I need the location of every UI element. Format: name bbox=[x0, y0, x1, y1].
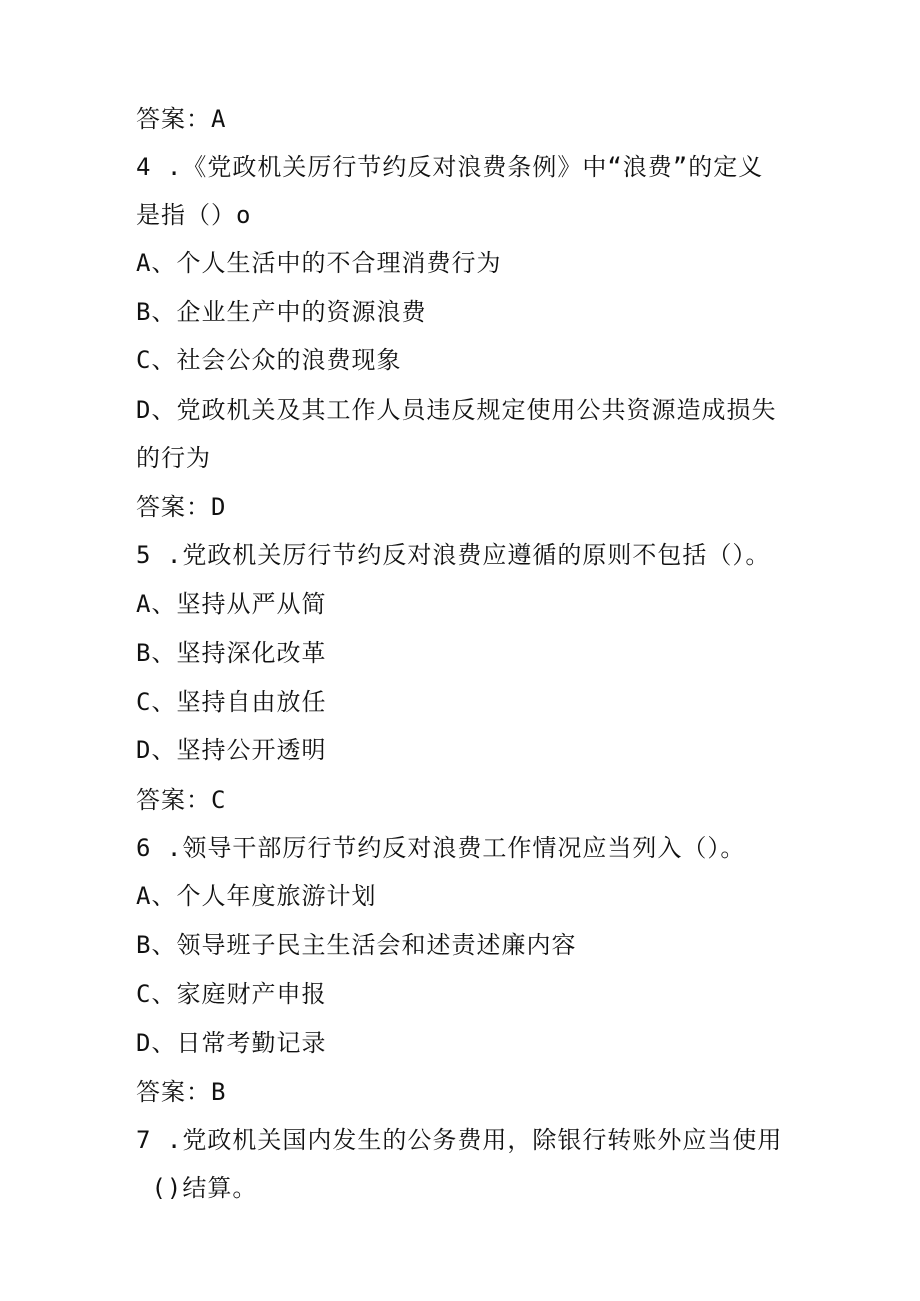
option-d-line-1: D、党政机关及其工作人员违反规定使用公共资源造成损失 bbox=[136, 396, 777, 424]
answer-line: 答案：A bbox=[136, 105, 227, 133]
option-b: B、领导班子民主生活会和述责述廉内容 bbox=[136, 931, 577, 959]
question-4-line-1: 4 .《党政机关厉行节约反对浪费条例》中“浪费”的定义 bbox=[136, 153, 764, 181]
option-b: B、坚持深化改革 bbox=[136, 639, 327, 667]
option-d: D、坚持公开透明 bbox=[136, 736, 327, 764]
question-7-line-2: ()结算。 bbox=[136, 1174, 258, 1202]
option-c: C、坚持自由放任 bbox=[136, 688, 327, 716]
option-a: A、个人年度旅游计划 bbox=[136, 882, 377, 910]
question-5: 5 .党政机关厉行节约反对浪费应遵循的原则不包括（）。 bbox=[136, 541, 771, 569]
option-b: B、企业生产中的资源浪费 bbox=[136, 298, 427, 326]
answer-line: 答案：C bbox=[136, 786, 227, 814]
answer-line: 答案：D bbox=[136, 493, 227, 521]
option-c: C、家庭财产申报 bbox=[136, 980, 327, 1008]
question-7-line-1: 7 .党政机关国内发生的公务费用，除银行转账外应当使用 bbox=[136, 1126, 783, 1154]
question-4-line-2: 是指（）o bbox=[136, 201, 252, 229]
answer-line: 答案：B bbox=[136, 1078, 227, 1106]
option-c: C、社会公众的浪费现象 bbox=[136, 346, 402, 374]
option-a: A、坚持从严从简 bbox=[136, 590, 327, 618]
question-6: 6 .领导干部厉行节约反对浪费工作情况应当列入（）。 bbox=[136, 834, 746, 862]
option-a: A、个人生活中的不合理消费行为 bbox=[136, 249, 502, 277]
option-d: D、日常考勤记录 bbox=[136, 1029, 327, 1057]
option-d-line-2: 的行为 bbox=[136, 444, 211, 472]
